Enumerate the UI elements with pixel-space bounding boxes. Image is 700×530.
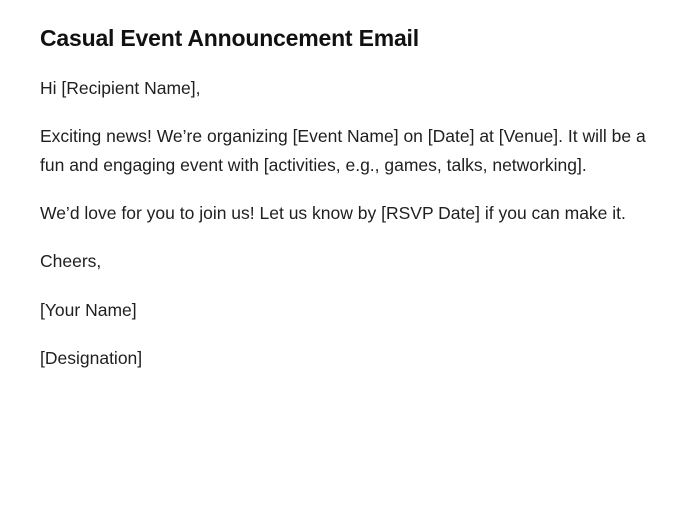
sender-name-paragraph: [Your Name] — [40, 299, 137, 320]
document-title: Casual Event Announcement Email — [40, 25, 419, 51]
signoff-paragraph: Cheers, — [40, 251, 102, 272]
sender-designation-paragraph: [Designation] — [40, 347, 143, 368]
announcement-paragraph: Exciting news! We’re organizing [Event Name] on [Date] at [Venue]. It will be a fun and engaging event with [activities, e.g., games, talks, networking]. — [40, 126, 646, 175]
rsvp-paragraph: We’d love for you to join us! Let us know by [RSVP Date] if you can make it. — [40, 202, 626, 223]
greeting-paragraph: Hi [Recipient Name], — [40, 77, 201, 98]
